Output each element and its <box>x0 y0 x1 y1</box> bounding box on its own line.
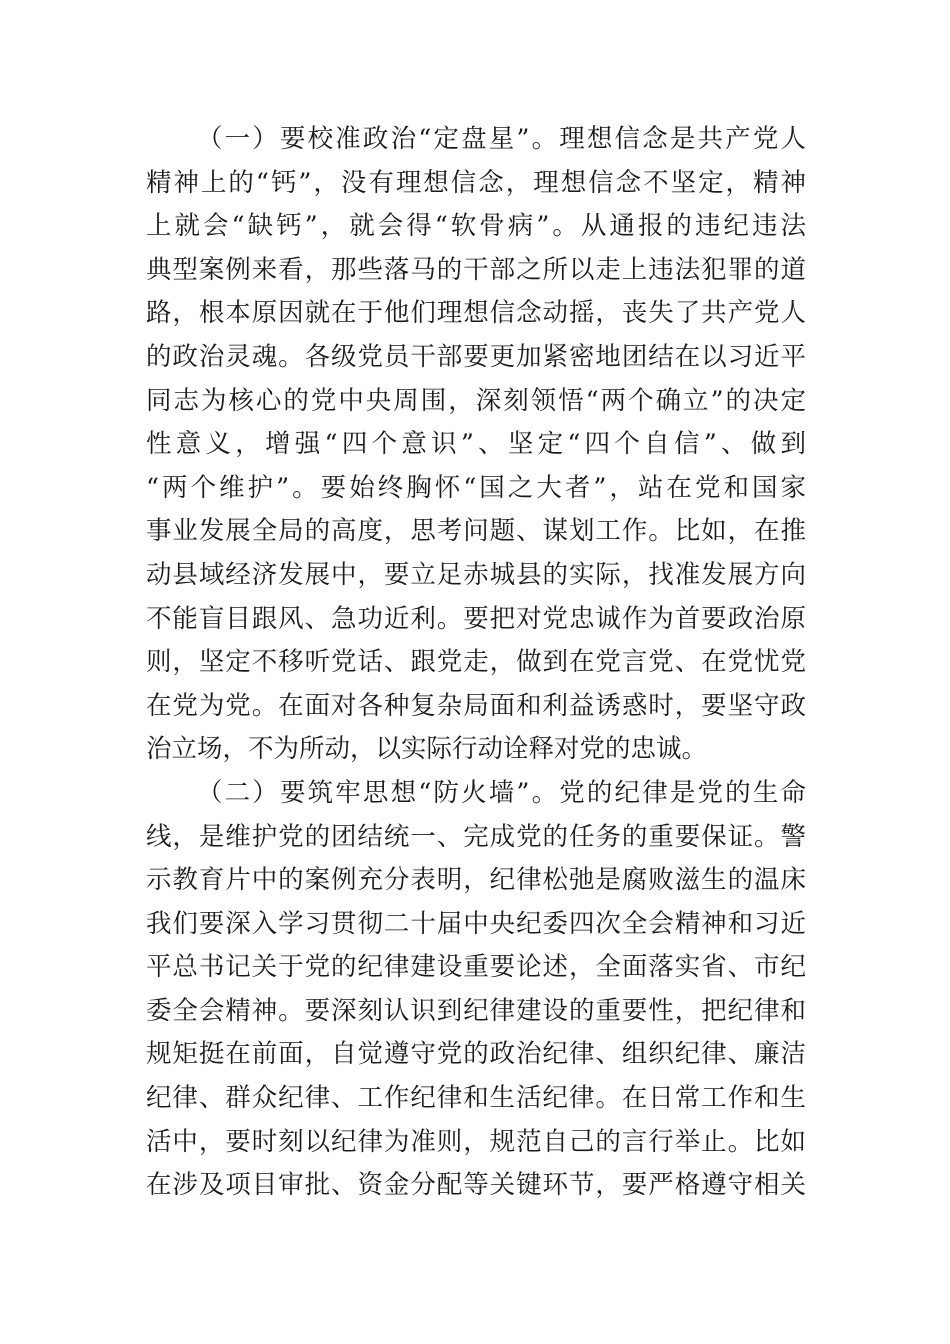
paragraph-1 <box>146 118 806 772</box>
text-line: （一）要校准政治“定盘星”。理想信念是共产党人 <box>197 124 806 154</box>
text-line: 的政治灵魂。各级党员干部要更加紧密地团结在以习近平 <box>146 341 806 372</box>
text-line: 路，根本原因就在于他们理想信念动摇，丧失了共产党人 <box>146 298 806 329</box>
text-line: 治立场，不为所动，以实际行动诠释对党的忠诚。 <box>146 734 708 765</box>
text-line: 平总书记关于党的纪律建设重要论述，全面落实省、市纪 <box>146 952 806 983</box>
text-line: 精神上的“钙”，没有理想信念，理想信念不坚定，精神 <box>146 167 806 198</box>
text-line: 规矩挺在前面，自觉遵守党的政治纪律、组织纪律、廉洁 <box>146 1039 806 1070</box>
text-line: 线，是维护党的团结统一、完成党的任务的重要保证。警 <box>146 821 806 852</box>
paragraph-2 <box>146 772 806 1208</box>
text-line: 纪律、群众纪律、工作纪律和生活纪律。在日常工作和生 <box>146 1083 806 1114</box>
text-line: 同志为核心的党中央周围，深刻领悟“两个确立”的决定 <box>146 385 806 416</box>
text-line: 动县域经济发展中，要立足赤城县的实际，找准发展方向 <box>146 559 806 590</box>
text-line: 委全会精神。要深刻认识到纪律建设的重要性，把纪律和 <box>146 995 806 1026</box>
text-line: “两个维护”。要始终胸怀“国之大者”，站在党和国家 <box>146 472 806 503</box>
text-line: 不能盲目跟风、急功近利。要把对党忠诚作为首要政治原 <box>146 603 806 634</box>
document-body <box>146 118 806 1208</box>
text-line: （二）要筑牢思想“防火墙”。党的纪律是党的生命 <box>197 777 806 808</box>
text-line: 事业发展全局的高度，思考问题、谋划工作。比如，在推 <box>146 516 806 547</box>
text-line: 典型案例来看，那些落马的干部之所以走上违法犯罪的道 <box>146 254 806 285</box>
text-line: 则，坚定不移听党话、跟党走，做到在党言党、在党忧党 <box>146 647 806 678</box>
text-line: 性意义，增强“四个意识”、坚定“四个自信”、做到 <box>146 429 806 460</box>
text-line: 活中，要时刻以纪律为准则，规范自己的言行举止。比如 <box>146 1126 806 1157</box>
text-line: 在涉及项目审批、资金分配等关键环节，要严格遵守相关 <box>146 1170 806 1201</box>
text-line: 我们要深入学习贯彻二十届中央纪委四次全会精神和习近 <box>146 908 806 939</box>
text-line: 在党为党。在面对各种复杂局面和利益诱惑时，要坚守政 <box>146 690 806 721</box>
text-line: 示教育片中的案例充分表明，纪律松弛是腐败滋生的温床 <box>146 865 806 896</box>
text-line: 上就会“缺钙”，就会得“软骨病”。从通报的违纪违法 <box>146 211 806 242</box>
